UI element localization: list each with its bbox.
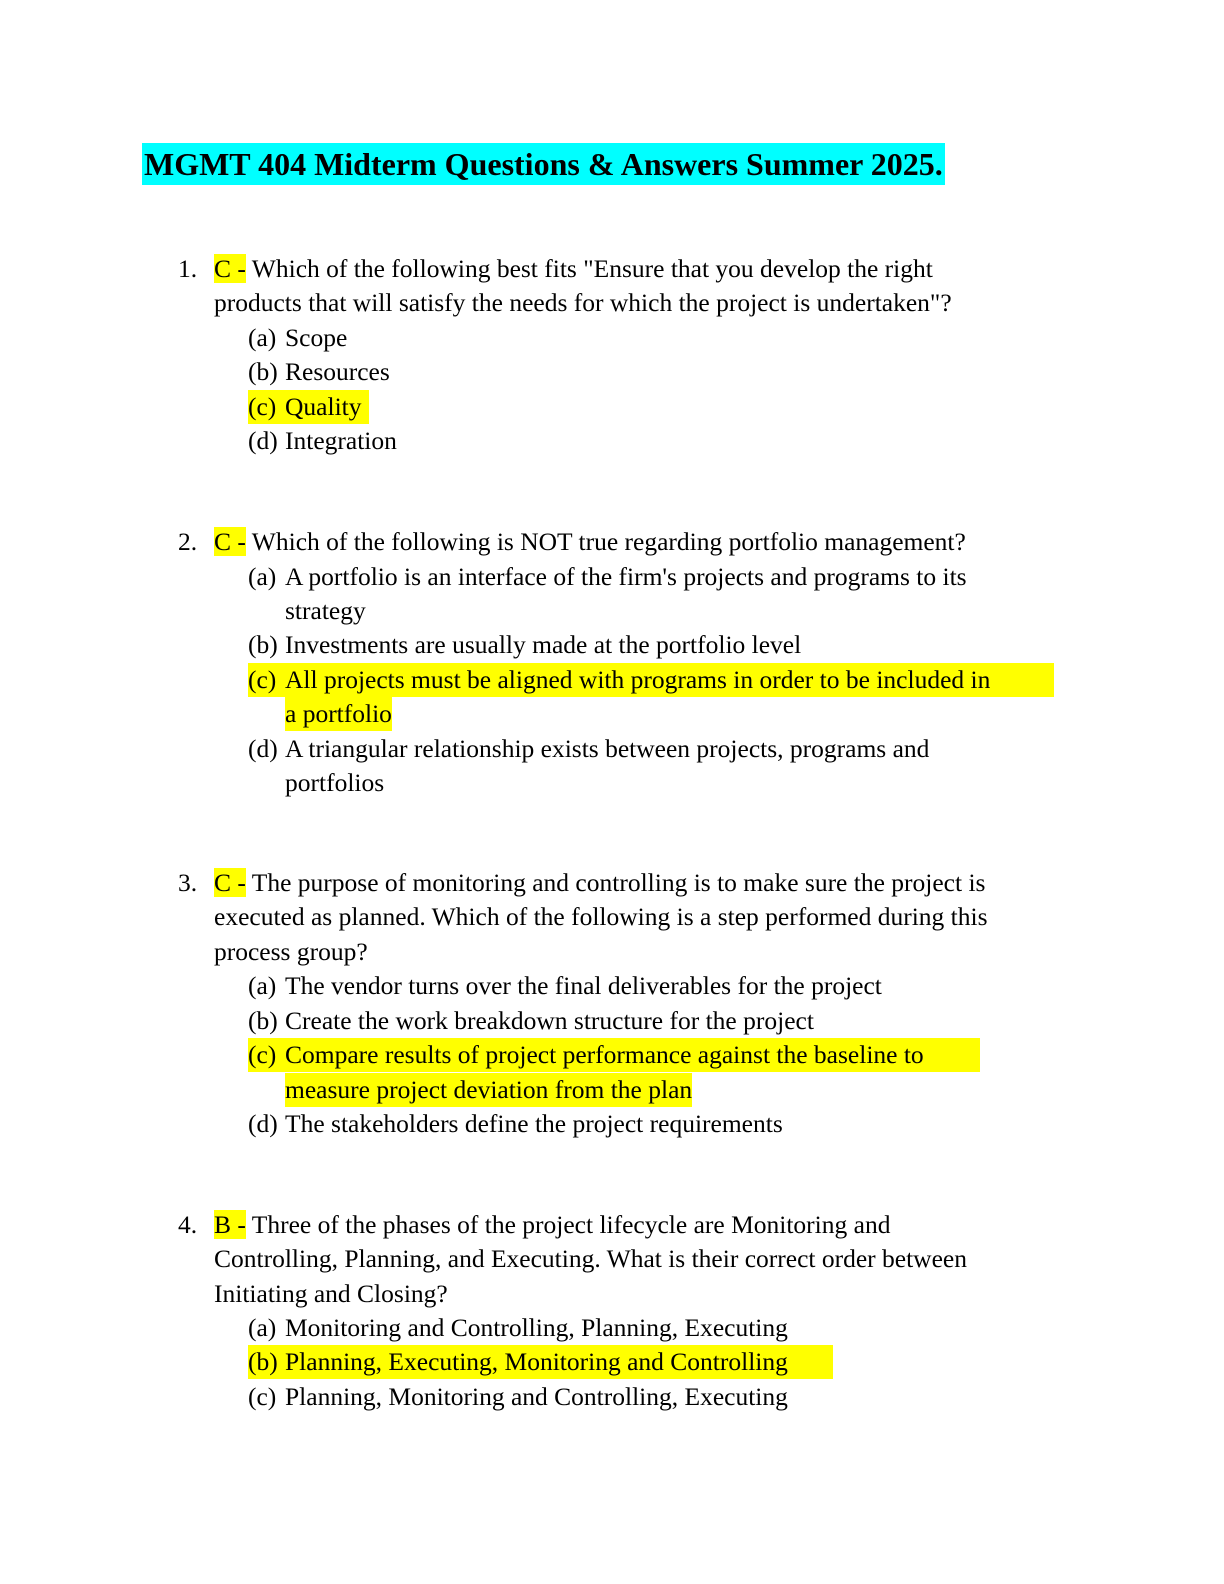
option-text: Planning, Executing, Monitoring and Controlling (285, 1347, 788, 1376)
option-text: Monitoring and Controlling, Planning, Executing (285, 1313, 788, 1342)
page-title: MGMT 404 Midterm Questions & Answers Summer 2025. (142, 143, 945, 185)
question-text: products that will satisfy the needs for which the project is undertaken"? (214, 288, 952, 317)
question-stem-line (214, 866, 985, 900)
answer-key: C - (214, 868, 246, 897)
option-label: (b) (248, 630, 278, 659)
option-text: measure project deviation from the plan (285, 1073, 692, 1107)
option-text: Planning, Monitoring and Controlling, Executing (285, 1382, 788, 1411)
question-text: process group? (214, 937, 368, 966)
option-text: Integration (285, 426, 397, 455)
option-text: A portfolio is an interface of the firm's projects and programs to its (285, 562, 967, 591)
question-text: Three of the phases of the project lifecycle are Monitoring and (245, 1210, 891, 1239)
option-d (248, 1107, 278, 1141)
question-number: 2. (178, 527, 198, 556)
option-text: Scope (285, 323, 348, 352)
option-text: a portfolio (285, 697, 392, 731)
option-label: (c) (248, 392, 277, 421)
option-label: (a) (248, 562, 277, 591)
option-label: (b) (248, 1347, 278, 1376)
question-stem-line (214, 1208, 890, 1242)
option-a (248, 969, 276, 1003)
option-a (248, 1311, 276, 1345)
option-text: The vendor turns over the final deliverables for the project (285, 971, 882, 1000)
option-text: strategy (285, 596, 366, 625)
answer-key: B - (214, 1210, 246, 1239)
question-number: 4. (178, 1210, 198, 1239)
question-text: Controlling, Planning, and Executing. What is their correct order between (214, 1244, 967, 1273)
option-text: Resources (285, 357, 390, 386)
option-text: A triangular relationship exists between projects, programs and (285, 734, 930, 763)
option-b (248, 628, 278, 662)
option-label: (b) (248, 1006, 278, 1035)
option-text: Investments are usually made at the portfolio level (285, 630, 802, 659)
question-text: Which of the following best fits "Ensure that you develop the right (245, 254, 933, 283)
option-text: Quality (285, 392, 362, 421)
option-text: Compare results of project performance against the baseline to (285, 1040, 924, 1069)
question-text: Which of the following is NOT true regarding portfolio management? (245, 527, 966, 556)
option-label: (c) (248, 1382, 277, 1411)
option-label: (d) (248, 734, 278, 763)
option-d (248, 732, 278, 766)
option-a (248, 560, 276, 594)
question-text: Initiating and Closing? (214, 1279, 448, 1308)
answer-key: C - (214, 254, 246, 283)
option-c (248, 1380, 276, 1414)
option-label: (b) (248, 357, 278, 386)
option-label: (a) (248, 323, 277, 352)
question-text: The purpose of monitoring and controlling is to make sure the project is (245, 868, 986, 897)
question-number: 3. (178, 868, 198, 897)
option-a (248, 321, 276, 355)
answer-key: C - (214, 527, 246, 556)
question-text: executed as planned. Which of the following is a step performed during this (214, 902, 988, 931)
question-stem-line (214, 525, 966, 559)
option-text: portfolios (285, 768, 385, 797)
option-label: (d) (248, 1109, 278, 1138)
question-number: 1. (178, 254, 198, 283)
option-label: (c) (248, 1040, 277, 1069)
option-b (248, 355, 278, 389)
option-b (248, 1004, 278, 1038)
option-label: (a) (248, 1313, 277, 1342)
option-text: All projects must be aligned with programs in order to be included in (285, 665, 991, 694)
option-label: (c) (248, 665, 277, 694)
option-label: (a) (248, 971, 277, 1000)
question-stem-line (214, 252, 933, 286)
option-text: Create the work breakdown structure for the project (285, 1006, 814, 1035)
option-text: The stakeholders define the project requirements (285, 1109, 783, 1138)
option-label: (d) (248, 426, 278, 455)
option-d (248, 424, 278, 458)
